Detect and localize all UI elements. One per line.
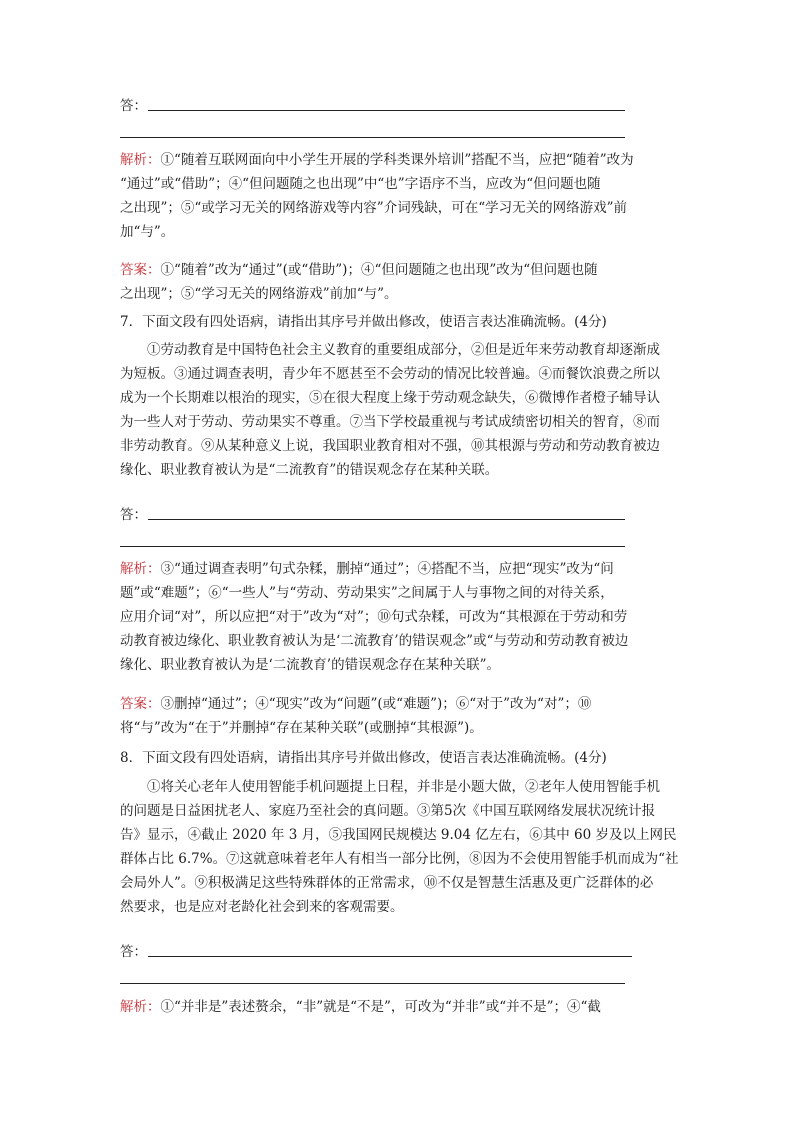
answer-blank[interactable] bbox=[148, 110, 625, 111]
passage-line: 会局外人”。⑨积极满足这些特殊群体的正常需求，⑩不仅是智慧生活惠及更广泛群体的必 bbox=[120, 875, 654, 891]
analysis-line: 之出现”；⑤“或学习无关的网络游戏等内容”介词残缺，可在“学习无关的网络游戏”前 bbox=[120, 200, 628, 216]
q7-answer-key bbox=[120, 692, 678, 740]
answer-label: 答： bbox=[120, 98, 147, 114]
analysis-line: ③“通过调查表明”句式杂糅，删掉“通过”；④搭配不当，应把“现实”改为“问 bbox=[160, 561, 614, 577]
answer-key-label: 答案： bbox=[120, 262, 161, 278]
answer-row bbox=[120, 942, 632, 962]
passage-line: 的问题是日益困扰老人、家庭乃至社会的真问题。③第5次《中国互联网络发展状况统计报 bbox=[120, 803, 656, 819]
q8-stem bbox=[120, 746, 678, 770]
analysis-line: ①“随着互联网面向中小学生开展的学科类课外培训”搭配不当，应把“随着”改为 bbox=[160, 152, 634, 168]
analysis-line: 动教育被边缘化、职业教育被认为是‘二流教育’的错误观念”或“与劳动和劳动教育被边 bbox=[120, 633, 629, 649]
answer-key-line: ③删掉“通过”；④“现实”改为“问题”(或“难题”)；⑥“对于”改为“对”；⑩ bbox=[160, 696, 592, 712]
q6-analysis bbox=[120, 148, 678, 244]
q6-answer-key bbox=[120, 258, 678, 306]
q8-analysis bbox=[120, 995, 678, 1019]
analysis-label: 解析： bbox=[120, 152, 161, 168]
passage-line: 为短板。③通过调查表明，青少年不愿甚至不会劳动的情况比较普遍。④而餐饮浪费之所以 bbox=[120, 366, 660, 382]
answer-blank[interactable] bbox=[148, 519, 625, 520]
q8-passage bbox=[120, 775, 678, 919]
answer-key-line: 将“与”改为“在于”并删掉“存在某种关联”(或删掉“其根源”)。 bbox=[120, 720, 483, 736]
passage-line: ①将关心老年人使用智能手机问题提上日程，并非是小题大做，②老年人使用智能手机 bbox=[147, 779, 660, 795]
analysis-line: ①“并非是”表述赘余，“非”就是“不是”，可改为“并非”或“并不是”；④“截 bbox=[160, 999, 601, 1015]
answer-label: 答： bbox=[120, 944, 147, 960]
q7-passage bbox=[120, 338, 678, 482]
answer-key-label: 答案： bbox=[120, 696, 161, 712]
analysis-line: “通过”或“借助”；④“但问题随之也出现”中“也”字语序不当，应改为“但问题也随 bbox=[120, 176, 601, 192]
answer-blank-line[interactable] bbox=[120, 137, 625, 138]
question-stem: 7．下面文段有四处语病，请指出其序号并做出修改，使语言表达准确流畅。(4分) bbox=[120, 314, 607, 330]
answer-blank[interactable] bbox=[148, 956, 632, 957]
passage-line: 成为一个长期难以根治的现实，⑤在很大程度上缘于劳动观念缺失，⑥微博作者橙子辅导认 bbox=[120, 390, 660, 406]
analysis-line: 缘化、职业教育被认为是‘二流教育’的错误观念存在某种关联”。 bbox=[120, 657, 500, 673]
question-stem: 8．下面文段有四处语病，请指出其序号并做出修改，使语言表达准确流畅。(4分) bbox=[120, 750, 607, 766]
passage-line: ①劳动教育是中国特色社会主义教育的重要组成部分，②但是近年来劳动教育却逐渐成 bbox=[147, 342, 660, 358]
analysis-label: 解析： bbox=[120, 999, 161, 1015]
passage-line: 为一些人对于劳动、劳动果实不尊重。⑦当下学校最重视与考试成绩密切相关的智育，⑧而 bbox=[120, 414, 660, 430]
analysis-line: 题”或“难题”；⑥“一些人”与“劳动、劳动果实”之间属于人与事物之间的对待关系， bbox=[120, 585, 614, 601]
answer-key-line: ①“随着”改为“通过”(或“借助”)；④“但问题随之也出现”改为“但问题也随 bbox=[160, 262, 598, 278]
analysis-label: 解析： bbox=[120, 561, 161, 577]
passage-line: 群体占比 6.7%。⑦这就意味着老年人有相当一部分比例，⑧因为不会使用智能手机而成为“社 bbox=[120, 851, 679, 867]
answer-row bbox=[120, 96, 625, 116]
passage-line: 告》显示，④截止 2020 年 3 月，⑤我国网民规模达 9.04 亿左右，⑥其中 60 岁及以上网民 bbox=[120, 827, 677, 843]
answer-blank-line[interactable] bbox=[120, 983, 625, 984]
analysis-line: 加“与”。 bbox=[120, 224, 175, 240]
answer-blank-line[interactable] bbox=[120, 546, 625, 547]
passage-line: 然要求，也是应对老龄化社会到来的客观需要。 bbox=[120, 899, 404, 915]
answer-key-line: 之出现”；⑤“学习无关的网络游戏”前加“与”。 bbox=[120, 286, 398, 302]
answer-label: 答： bbox=[120, 507, 147, 523]
analysis-line: 应用介词“对”，所以应把“对于”改为“对”；⑩句式杂糅，可改为“其根源在于劳动和劳 bbox=[120, 609, 628, 625]
answer-row bbox=[120, 505, 625, 525]
q7-stem bbox=[120, 310, 678, 334]
passage-line: 非劳动教育。⑨从某种意义上说，我国职业教育相对不强，⑩其根源与劳动和劳动教育被边 bbox=[120, 438, 660, 454]
passage-line: 缘化、职业教育被认为是“二流教育”的错误观念存在某种关联。 bbox=[120, 462, 499, 478]
q7-analysis bbox=[120, 557, 678, 677]
